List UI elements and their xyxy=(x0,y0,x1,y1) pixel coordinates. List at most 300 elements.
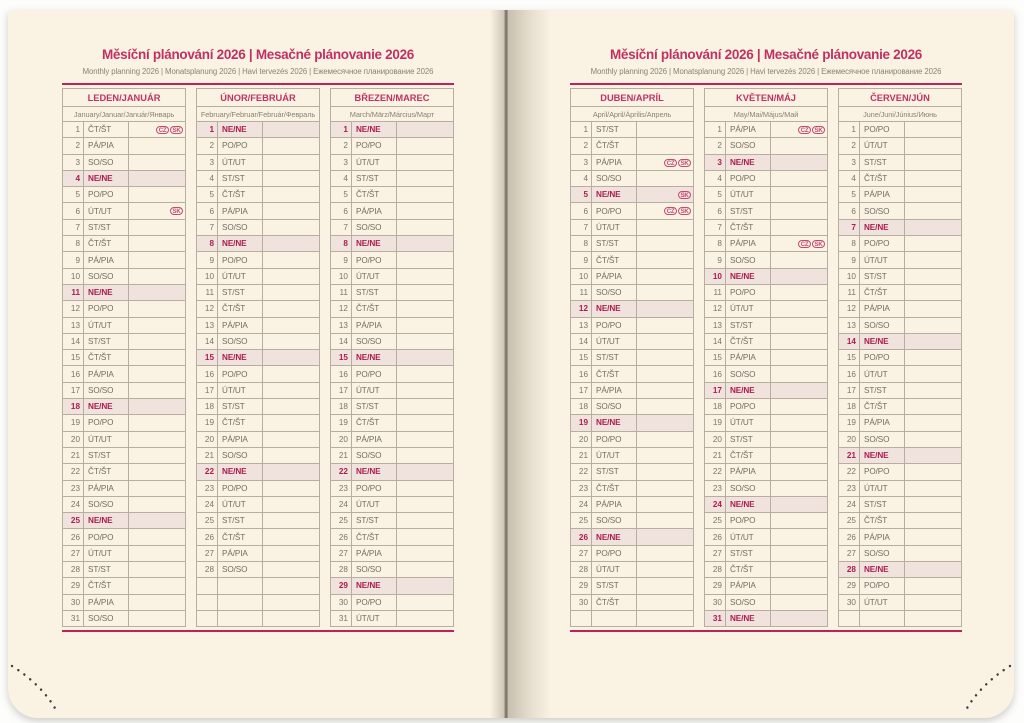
day-number: 8 xyxy=(63,236,84,252)
day-name: NE/NE xyxy=(859,562,904,578)
notes-cell xyxy=(637,138,694,154)
day-number xyxy=(571,610,592,626)
day-name: PO/PO xyxy=(218,480,263,496)
day-row-january-26 xyxy=(63,529,186,545)
day-number: 24 xyxy=(330,496,351,512)
day-row-february-22 xyxy=(197,464,320,480)
day-name: ST/ST xyxy=(218,513,263,529)
notes-cell xyxy=(396,170,453,186)
day-row-may-8 xyxy=(704,236,827,252)
day-name: PÁ/PIA xyxy=(218,317,263,333)
notes-cell xyxy=(770,317,827,333)
day-row-march-26 xyxy=(330,529,453,545)
day-name: SO/SO xyxy=(592,284,637,300)
day-row-june-12 xyxy=(838,301,961,317)
day-number: 30 xyxy=(838,594,859,610)
planner-spread xyxy=(8,10,1014,718)
day-number: 15 xyxy=(704,350,725,366)
day-number: 4 xyxy=(330,170,351,186)
holiday-badge-cz: CZ xyxy=(664,207,677,215)
day-name: SO/SO xyxy=(351,219,396,235)
month-tables-left xyxy=(62,88,454,627)
notes-cell xyxy=(770,545,827,561)
day-number: 22 xyxy=(571,464,592,480)
notes-cell xyxy=(904,333,961,349)
day-name: ČT/ŠT xyxy=(351,187,396,203)
day-row-may-20 xyxy=(704,431,827,447)
notes-cell xyxy=(770,382,827,398)
day-number: 19 xyxy=(63,415,84,431)
day-row-april-26 xyxy=(571,529,694,545)
day-name: PO/PO xyxy=(592,431,637,447)
day-name: PÁ/PIA xyxy=(859,187,904,203)
day-row-may-23 xyxy=(704,480,827,496)
day-row-march-17 xyxy=(330,382,453,398)
day-number: 6 xyxy=(704,203,725,219)
day-row-june-5 xyxy=(838,187,961,203)
notes-cell xyxy=(396,138,453,154)
notes-cell xyxy=(396,203,453,219)
day-name: ÚT/UT xyxy=(84,545,129,561)
notes-cell xyxy=(263,545,320,561)
day-number: 4 xyxy=(197,170,218,186)
notes-cell xyxy=(904,268,961,284)
day-number: 17 xyxy=(704,382,725,398)
day-row-april-12 xyxy=(571,301,694,317)
day-name: ČT/ŠT xyxy=(351,301,396,317)
day-number: 18 xyxy=(704,399,725,415)
day-name: ČT/ŠT xyxy=(84,350,129,366)
day-row-march-16 xyxy=(330,366,453,382)
notes-cell xyxy=(637,578,694,594)
notes-cell xyxy=(904,529,961,545)
notes-cell xyxy=(129,431,186,447)
day-name: PO/PO xyxy=(592,203,637,219)
day-row-march-6 xyxy=(330,203,453,219)
day-name: PÁ/PIA xyxy=(218,545,263,561)
day-name: ČT/ŠT xyxy=(592,138,637,154)
day-row-may-1 xyxy=(704,122,827,138)
day-number: 3 xyxy=(571,154,592,170)
notes-cell xyxy=(263,203,320,219)
notes-cell xyxy=(637,301,694,317)
month-header-april: DUBEN/APRÍL xyxy=(571,89,694,107)
day-number: 14 xyxy=(704,333,725,349)
day-name xyxy=(592,610,637,626)
notes-cell xyxy=(396,578,453,594)
day-number xyxy=(197,610,218,626)
day-row-june-26 xyxy=(838,529,961,545)
day-number: 11 xyxy=(197,284,218,300)
day-row-may-27 xyxy=(704,545,827,561)
day-row-april-20 xyxy=(571,431,694,447)
day-row-january-12 xyxy=(63,301,186,317)
day-number: 27 xyxy=(330,545,351,561)
day-name: ÚT/UT xyxy=(592,333,637,349)
day-number: 9 xyxy=(330,252,351,268)
notes-cell xyxy=(904,252,961,268)
notes-cell xyxy=(396,284,453,300)
notes-cell xyxy=(770,610,827,626)
day-row-april-17 xyxy=(571,382,694,398)
day-name: PÁ/PIA xyxy=(84,366,129,382)
day-row-march-10 xyxy=(330,268,453,284)
day-number: 2 xyxy=(571,138,592,154)
day-row-january-5 xyxy=(63,187,186,203)
day-name: ÚT/UT xyxy=(859,252,904,268)
notes-cell xyxy=(129,219,186,235)
day-number: 24 xyxy=(197,496,218,512)
day-number: 12 xyxy=(704,301,725,317)
day-name: PO/PO xyxy=(218,138,263,154)
day-name: ÚT/UT xyxy=(218,382,263,398)
day-name: ÚT/UT xyxy=(218,154,263,170)
day-number: 22 xyxy=(838,464,859,480)
month-header-february: ÚNOR/FEBRUÁR xyxy=(197,89,320,107)
day-number: 28 xyxy=(197,562,218,578)
holiday-badge-cz: CZ xyxy=(664,159,677,167)
day-row-february-28 xyxy=(197,562,320,578)
day-name: ST/ST xyxy=(725,317,770,333)
day-name: ČT/ŠT xyxy=(84,464,129,480)
notes-cell xyxy=(263,562,320,578)
month-table-may xyxy=(704,88,828,627)
day-name: SO/SO xyxy=(725,366,770,382)
day-number: 11 xyxy=(330,284,351,300)
day-name: PÁ/PIA xyxy=(592,496,637,512)
day-row-march-8 xyxy=(330,236,453,252)
notes-cell xyxy=(129,480,186,496)
notes-cell xyxy=(129,594,186,610)
holiday-badge-sk: SK xyxy=(678,207,691,215)
day-number: 24 xyxy=(571,496,592,512)
day-row-april-27 xyxy=(571,545,694,561)
day-row-january-13 xyxy=(63,317,186,333)
day-row-march-28 xyxy=(330,562,453,578)
right-page-content xyxy=(506,10,1014,632)
day-name: ČT/ŠT xyxy=(218,301,263,317)
notes-cell xyxy=(263,350,320,366)
day-number: 31 xyxy=(63,610,84,626)
month-subheader-february: February/Februar/Február/Февраль xyxy=(197,107,320,122)
day-name: SO/SO xyxy=(592,170,637,186)
day-row-april-14 xyxy=(571,333,694,349)
day-number: 16 xyxy=(838,366,859,382)
day-number: 18 xyxy=(197,399,218,415)
day-row-may-2 xyxy=(704,138,827,154)
day-row-january-9 xyxy=(63,252,186,268)
day-name: ČT/ŠT xyxy=(592,594,637,610)
notes-cell xyxy=(396,431,453,447)
day-name: NE/NE xyxy=(351,122,396,138)
day-row-january-22 xyxy=(63,464,186,480)
notes-cell xyxy=(904,496,961,512)
day-name: ÚT/UT xyxy=(218,496,263,512)
notes-cell xyxy=(263,529,320,545)
day-name: ČT/ŠT xyxy=(592,252,637,268)
day-number: 21 xyxy=(63,447,84,463)
day-row-march-31 xyxy=(330,610,453,626)
day-number: 16 xyxy=(330,366,351,382)
empty-row xyxy=(197,610,320,626)
notes-cell xyxy=(396,187,453,203)
notes-cell xyxy=(263,138,320,154)
day-name: PÁ/PIA xyxy=(84,594,129,610)
notes-cell xyxy=(637,187,694,203)
notes-cell xyxy=(904,187,961,203)
notes-cell xyxy=(637,382,694,398)
empty-row xyxy=(571,610,694,626)
notes-cell xyxy=(904,284,961,300)
bottom-rule xyxy=(62,630,454,632)
day-number: 20 xyxy=(571,431,592,447)
day-name: NE/NE xyxy=(859,219,904,235)
notes-cell xyxy=(396,219,453,235)
day-number: 3 xyxy=(197,154,218,170)
day-name: ÚT/UT xyxy=(351,496,396,512)
day-number: 19 xyxy=(704,415,725,431)
notes-cell xyxy=(637,529,694,545)
day-number: 29 xyxy=(838,578,859,594)
day-number: 23 xyxy=(704,480,725,496)
day-number: 10 xyxy=(571,268,592,284)
day-name: NE/NE xyxy=(351,578,396,594)
day-name: ÚT/UT xyxy=(351,154,396,170)
notes-cell xyxy=(396,562,453,578)
notes-cell xyxy=(637,252,694,268)
notes-cell xyxy=(770,529,827,545)
day-number: 19 xyxy=(571,415,592,431)
notes-cell xyxy=(637,513,694,529)
day-name: NE/NE xyxy=(725,154,770,170)
day-name: ÚT/UT xyxy=(592,447,637,463)
day-row-may-6 xyxy=(704,203,827,219)
day-name: SO/SO xyxy=(218,447,263,463)
day-name: ČT/ŠT xyxy=(859,399,904,415)
day-name: NE/NE xyxy=(218,464,263,480)
day-row-march-19 xyxy=(330,415,453,431)
day-name: ČT/ŠT xyxy=(859,170,904,186)
month-table-april xyxy=(570,88,694,627)
day-row-april-16 xyxy=(571,366,694,382)
holiday-badge-cz: CZ xyxy=(156,126,169,134)
day-name: ÚT/UT xyxy=(859,480,904,496)
month-header-may: KVĚTEN/MÁJ xyxy=(704,89,827,107)
day-number: 28 xyxy=(571,562,592,578)
month-table-march xyxy=(330,88,454,627)
notes-cell xyxy=(904,562,961,578)
holiday-badge-sk: SK xyxy=(812,126,825,134)
notes-cell xyxy=(904,301,961,317)
day-number: 1 xyxy=(838,122,859,138)
day-number: 29 xyxy=(330,578,351,594)
day-row-march-24 xyxy=(330,496,453,512)
day-row-june-28 xyxy=(838,562,961,578)
day-number: 13 xyxy=(197,317,218,333)
day-row-may-12 xyxy=(704,301,827,317)
holiday-badge-cz: CZ xyxy=(798,126,811,134)
day-row-january-25 xyxy=(63,513,186,529)
day-row-april-15 xyxy=(571,350,694,366)
month-table-june xyxy=(838,88,962,627)
day-name: PÁ/PIA xyxy=(592,382,637,398)
day-row-april-24 xyxy=(571,496,694,512)
day-number: 17 xyxy=(63,382,84,398)
notes-cell xyxy=(396,252,453,268)
day-row-may-14 xyxy=(704,333,827,349)
day-row-april-10 xyxy=(571,268,694,284)
notes-cell xyxy=(263,578,320,594)
day-number: 27 xyxy=(571,545,592,561)
notes-cell xyxy=(396,301,453,317)
day-name: ČT/ŠT xyxy=(592,366,637,382)
notes-cell xyxy=(770,431,827,447)
day-row-april-4 xyxy=(571,170,694,186)
day-number: 1 xyxy=(704,122,725,138)
notes-cell xyxy=(637,333,694,349)
notes-cell xyxy=(637,496,694,512)
day-number: 20 xyxy=(704,431,725,447)
notes-cell xyxy=(904,431,961,447)
day-name: ST/ST xyxy=(592,350,637,366)
notes-cell xyxy=(770,399,827,415)
corner-perforation-dots xyxy=(952,656,1012,716)
notes-cell xyxy=(396,415,453,431)
day-name xyxy=(218,578,263,594)
day-name: ČT/ŠT xyxy=(84,578,129,594)
day-name: NE/NE xyxy=(351,236,396,252)
notes-cell xyxy=(770,447,827,463)
day-row-february-23 xyxy=(197,480,320,496)
day-number: 10 xyxy=(63,268,84,284)
day-name: ÚT/UT xyxy=(859,594,904,610)
day-row-june-8 xyxy=(838,236,961,252)
holiday-badge-sk: SK xyxy=(812,240,825,248)
day-row-february-15 xyxy=(197,350,320,366)
notes-cell xyxy=(396,594,453,610)
day-row-june-21 xyxy=(838,447,961,463)
notes-cell xyxy=(129,284,186,300)
day-row-january-16 xyxy=(63,366,186,382)
day-number: 9 xyxy=(197,252,218,268)
notes-cell xyxy=(396,268,453,284)
month-header-june: ČERVEN/JÚN xyxy=(838,89,961,107)
notes-cell xyxy=(396,480,453,496)
day-name: ST/ST xyxy=(859,496,904,512)
day-row-january-1 xyxy=(63,122,186,138)
page-subtitle: Monthly planning 2026 | Monatsplanung 2026 | Havi tervezés 2026 | Ежемесячное планирование 2026 xyxy=(82,67,434,76)
notes-cell xyxy=(904,464,961,480)
day-row-february-1 xyxy=(197,122,320,138)
day-name: PO/PO xyxy=(859,350,904,366)
day-number: 10 xyxy=(838,268,859,284)
day-name: NE/NE xyxy=(725,382,770,398)
day-name: PO/PO xyxy=(859,578,904,594)
notes-cell xyxy=(770,513,827,529)
month-subheader-march: March/März/Március/Март xyxy=(330,107,453,122)
empty-row xyxy=(197,594,320,610)
day-name: PO/PO xyxy=(725,513,770,529)
day-name: PÁ/PIA xyxy=(725,122,770,138)
day-row-may-16 xyxy=(704,366,827,382)
notes-cell xyxy=(263,415,320,431)
day-row-january-19 xyxy=(63,415,186,431)
day-row-january-3 xyxy=(63,154,186,170)
day-number: 4 xyxy=(704,170,725,186)
notes-cell xyxy=(770,122,827,138)
day-row-june-13 xyxy=(838,317,961,333)
day-name: PÁ/PIA xyxy=(218,203,263,219)
day-name: PÁ/PIA xyxy=(592,154,637,170)
left-page-content xyxy=(8,10,506,632)
day-number: 25 xyxy=(330,513,351,529)
notes-cell xyxy=(637,610,694,626)
notes-cell xyxy=(396,333,453,349)
day-row-april-19 xyxy=(571,415,694,431)
day-name: ST/ST xyxy=(351,513,396,529)
day-name: PO/PO xyxy=(859,464,904,480)
day-name: SO/SO xyxy=(84,382,129,398)
notes-cell xyxy=(904,219,961,235)
notes-cell xyxy=(129,268,186,284)
day-name: PO/PO xyxy=(84,187,129,203)
day-number: 2 xyxy=(63,138,84,154)
notes-cell xyxy=(396,154,453,170)
day-number: 6 xyxy=(63,203,84,219)
day-number: 21 xyxy=(704,447,725,463)
day-number: 23 xyxy=(571,480,592,496)
day-number: 10 xyxy=(197,268,218,284)
day-number: 28 xyxy=(838,562,859,578)
month-table-january xyxy=(62,88,186,627)
day-number: 13 xyxy=(838,317,859,333)
day-name: NE/NE xyxy=(218,122,263,138)
day-row-april-5 xyxy=(571,187,694,203)
notes-cell xyxy=(637,562,694,578)
notes-cell xyxy=(770,138,827,154)
notes-cell xyxy=(637,350,694,366)
day-row-may-4 xyxy=(704,170,827,186)
notes-cell xyxy=(263,333,320,349)
day-row-may-9 xyxy=(704,252,827,268)
notes-cell xyxy=(904,415,961,431)
day-row-january-4 xyxy=(63,170,186,186)
day-number: 20 xyxy=(838,431,859,447)
notes-cell xyxy=(770,187,827,203)
day-name: PÁ/PIA xyxy=(859,301,904,317)
day-row-june-17 xyxy=(838,382,961,398)
day-name: PÁ/PIA xyxy=(351,431,396,447)
notes-cell xyxy=(770,562,827,578)
day-name: SO/SO xyxy=(218,333,263,349)
notes-cell xyxy=(396,366,453,382)
day-row-january-10 xyxy=(63,268,186,284)
day-row-march-4 xyxy=(330,170,453,186)
day-row-june-1 xyxy=(838,122,961,138)
day-number: 6 xyxy=(330,203,351,219)
day-number: 15 xyxy=(838,350,859,366)
day-name: ÚT/UT xyxy=(84,317,129,333)
day-name: ST/ST xyxy=(859,268,904,284)
day-row-february-13 xyxy=(197,317,320,333)
notes-cell xyxy=(770,496,827,512)
day-number: 3 xyxy=(63,154,84,170)
notes-cell xyxy=(129,562,186,578)
day-row-june-20 xyxy=(838,431,961,447)
notes-cell xyxy=(904,350,961,366)
day-number: 8 xyxy=(330,236,351,252)
day-row-february-4 xyxy=(197,170,320,186)
